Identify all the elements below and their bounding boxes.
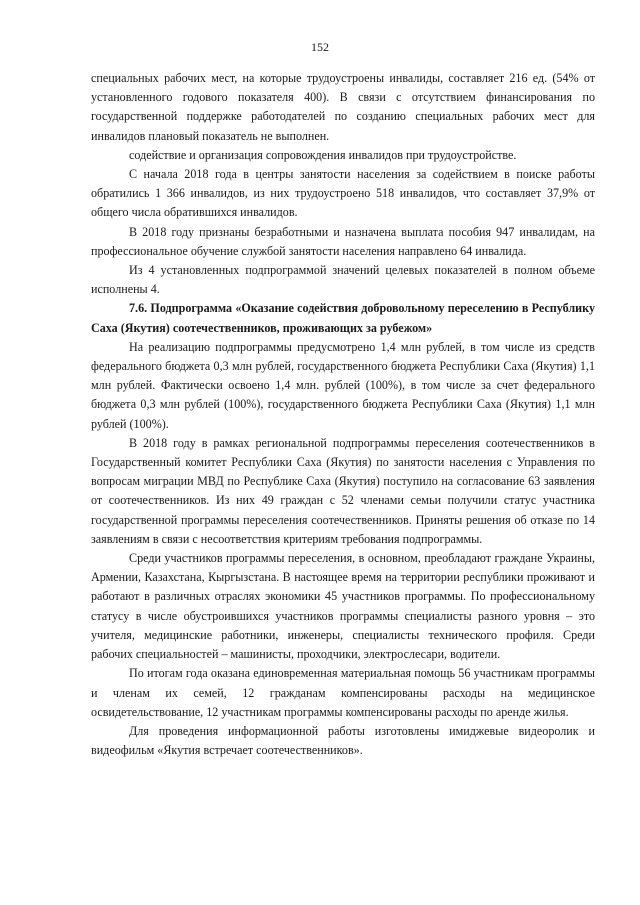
paragraph-funding: На реализацию подпрограммы предусмотрено 1,4 млн рублей, в том числе из средств федерального бюджета 0,3 млн рублей, государственного бюджета Республики Саха (Якутия) 1,1 млн рублей. Фактически освоено 1,4 млн. рублей (100%), в том числе за счет федерального бюджета 0,3 млн рублей (100%), государственного бюджета Республики Саха (Якутия) 1,1 млн рублей (100%). xyxy=(91,339,595,431)
paragraph-applications: В 2018 году в рамках региональной подпрограммы переселения соотечественников в Государственный комитет Республики Саха (Якутия) по занятости населения с Управления по вопросам миграции МВД по Республике Саха (Якутия) поступило на согласование 63 заявления от соотечественников. Из них 49 граждан с 52 членами семьи получили статус участника государственной программы переселения соотечественников. Приняты решения об отказе по 14 заявлениям в связи с несоответствия критериям требования подпрограммы. xyxy=(91,435,595,546)
page-number: 152 xyxy=(311,40,329,54)
section-heading: 7.6. Подпрограмма «Оказание содействия добровольному переселению в Республику Саха (Якутия) соотечественников, проживающих за рубежом» xyxy=(91,301,595,335)
paragraph-participants: Среди участников программы переселения, в основном, преобладают граждане Украины, Армении, Казахстана, Кыргызстана. В настоящее время на территории республики проживают и работают в различных отраслях экономики 45 участников программы. По профессиональному статусу в числе обустроившихся участников программы специалисты разного уровня – это учителя, медицинские работники, инженеры, специалисты технического профиля. Среди рабочих специальностей – машинисты, проходчики, электрослесари, водители. xyxy=(91,551,595,662)
paragraph-employment-centers: С начала 2018 года в центры занятости населения за содействием в поиске работы обратились 1 366 инвалидов, из них трудоустроено 518 инвалидов, что составляет 37,9% от общего числа обратившихся инвалидов. xyxy=(91,167,595,220)
paragraph-unemployed-benefits: В 2018 году признаны безработными и назначена выплата пособия 947 инвалидам, на профессиональное обучение службой занятости населения направлено 64 инвалида. xyxy=(91,224,595,258)
paragraph-assistance: По итогам года оказана единовременная материальная помощь 56 участникам программы и членам их семей, 12 гражданам компенсированы расходы на медицинское освидетельствование, 12 участникам программы компенсированы расходы по аренде жилья. xyxy=(91,666,595,719)
paragraph-continuation: специальных рабочих мест, на которые трудоустроены инвалиды, составляет 216 ед. (54% от установленного годового показателя 400). В связи с отсутствием финансирования по государственной поддержке работодателей по созданию специальных рабочих мест для инвалидов плановый показатель не выполнен. xyxy=(91,71,595,143)
paragraph-information: Для проведения информационной работы изготовлены имиджевые видеоролик и видеофильм «Якутия встречает соотечественников». xyxy=(91,723,595,758)
paragraph-support-item: содействие и организация сопровождения инвалидов при трудоустройстве. xyxy=(129,147,517,162)
document-body xyxy=(91,69,595,760)
paragraph-target-indicators: Из 4 установленных подпрограммой значений целевых показателей в полном объеме исполнены 4. xyxy=(91,263,595,297)
